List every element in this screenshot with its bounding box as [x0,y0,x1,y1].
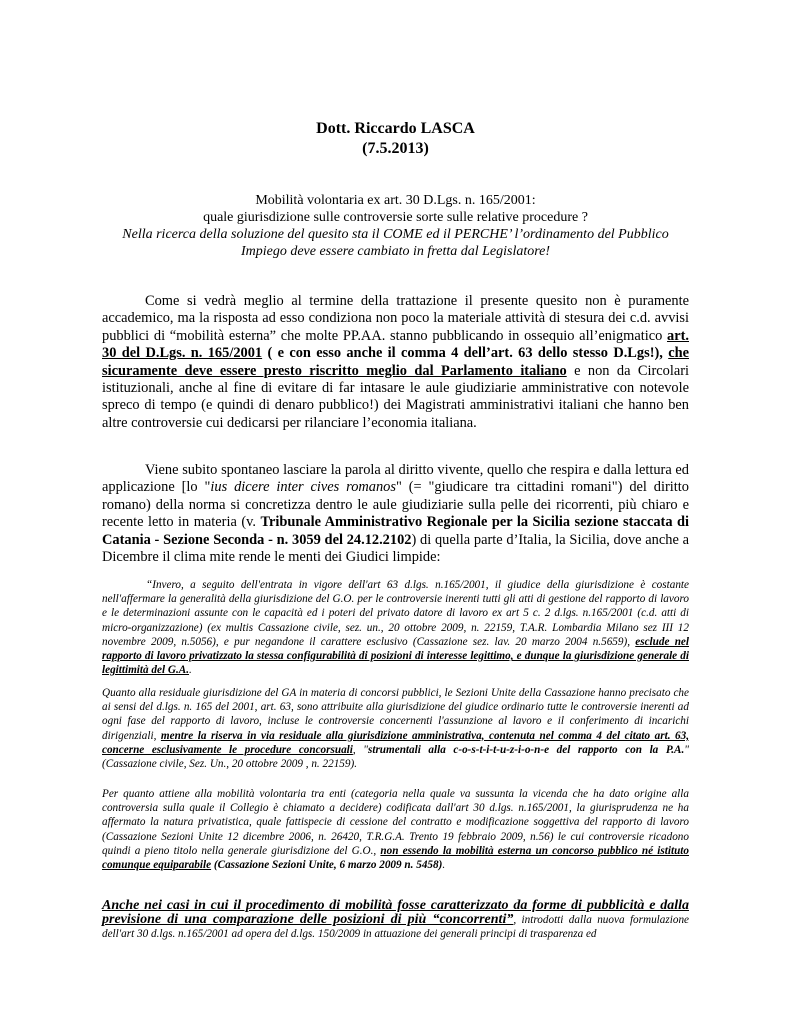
para2-text-1: Viene subito spontaneo lasciare la parola al diritto vivente, quello che respira e dalla lettura ed applicazione [lo " [102,462,689,496]
para1-parliament-note: che sicuramente deve essere presto riscritto meglio dal Parlamento italiano [102,345,690,379]
quote1-emphasis: esclude nel rapporto di lavoro privatizzato la stessa configurabilità di posizioni di interesse legittimo, e dunque la giurisdizione generale di legittimità del G.A. [102,635,689,677]
subject-line-1: Mobilità volontaria ex art. 30 D.Lgs. n. 165/2001: [255,193,536,208]
para2-text-2: " (= "giudicare tra cittadini romani") del diritto romano) della norma si concretizza dentro le aule giudiziarie sulla pelle dei ricorrenti, più chiaro e recente letto in materia (v. [102,479,689,531]
quote2-citation: " (Cassazione civile, Sez. Un., 20 ottobre 2009 , n. 22159). [102,743,689,771]
para2-court-reference: Tribunale Amministrativo Regionale per la Sicilia sezione staccata di Catania - Sezione Seconda - n. 3059 del 24.12.2102 [102,514,689,548]
subject-line-2: quale giurisdizione sulle controversie sorte sulle relative procedure ? [203,210,588,225]
quote2-emphasis: mentre la riserva in via residuale alla giurisdizione amministrativa, contenuta nel comma 4 del citato art. 63, concerne esclusivamente le procedure concorsuali [102,729,689,756]
para2-latin-phrase: ius dicere inter cives romanos [210,479,396,496]
quote2-text-2: , " [352,743,368,756]
paragraph-1 [102,293,689,432]
quote1-text: “Invero, a seguito dell'entrata in vigore dell'art 63 d.lgs. n.165/2001, il giudice della giurisdizione è costante nell'affermare la generalità della giurisdizione del G.O. per le controversie inerenti tutti gli atti di gestione del rapporto di lavoro e le determinazioni assunte con le capacità ed i poteri del privato datore di lavoro ex art 5 c. 2 d.lgs. n.165/2001 (c.d. atti di micro-organizzazione) (ex multis Cassazione civile, sez. un., 20 ottobre 2009, n. 22159, T.A.R. Lombardia Milano sez III 12 novembre 2009, n.5056), e pur negandone il carattere esclusivo (Cassazione sez. lav. 20 marzo 2004 n.5659), [102,579,689,648]
quote3-end: . [442,859,446,872]
quote2-bold: strumentali alla c-o-s-t-i-t-u-z-i-o-n-e del rapporto con la P.A. [367,743,685,756]
quote3-emphasis: non essendo la mobilità esterna un concorso pubblico né istituto comunque equiparabile [102,844,689,872]
para1-text-2: e non da Circolari istituzionali, anche al fine di evitare di far intasare le aule giudiziarie amministrative con notevole spreco di tempo (e quindi di denaro pubblico!) dei Magistrati amministrativi italiani che hanno ben altre controversie cui dedicarsi per rilanciare l’economia italiana. [102,362,689,431]
quote1-end: . [189,664,192,677]
subject-heading [100,192,691,260]
quote3-text: Per quanto attiene alla mobilità volontaria tra enti (categoria nella quale va sussunta la vicenda che ha dato origine alla controversia sulla quale il Collegio è chiamato a decidere) codificata dall'art 30 d.lgs. n.165/2001, la giurisprudenza ne ha affermato la natura privatistica, quale fattispecie di cessione del contratto e modificazione soggettiva del rapporto di lavoro (Cassazione Sezioni Unite 12 dicembre 2006, n. 26420, T.R.G.A. Trento 19 febbraio 2009, n.56) le cui controversie ricadono quindi a pieno titolo nella generale giurisdizione del G.O., [102,788,689,857]
quote-2 [102,686,689,771]
quote4-emphasis: Anche nei casi in cui il procedimento di mobilità fosse caratterizzato da forme di pubblicità e dalla previsione di una comparazione delle posizioni di più “concorrenti” [102,898,689,928]
paragraph-2 [102,462,689,566]
para2-text-3: ) di quella parte d’Italia, la Sicilia, dove anche a Dicembre il clima mite rende le menti dei Giudici limpide: [102,531,689,566]
quote-3 [102,787,689,872]
quote4-text: , introdotti dalla nuova formulazione dell'art 30 d.lgs. n.165/2001 ad opera del d.lgs. 150/2009 in attuazione dei generali principi di trasparenza ed [102,914,689,941]
document-date: (7.5.2013) [362,140,429,157]
subject-italic-note: Nella ricerca della soluzione del quesito sta il COME ed il PERCHE’ l’ordinamento del Pubblico Impiego deve essere cambiato in fretta dal Legislatore! [122,227,669,259]
para1-bold-note: ( e con esso anche il comma 4 dell’art. 63 dello stesso D.Lgs!), [262,345,669,362]
para1-law-reference: art. 30 del D.Lgs. n. 165/2001 [102,327,689,362]
author-name: Dott. Riccardo LASCA [316,120,475,137]
quote2-text: Quanto alla residuale giurisdizione del GA in materia di concorsi pubblici, le Sezioni Unite della Cassazione hanno precisato che ai sensi del d.lgs. n. 165 del 2001, art. 63, sono attribuite alla giurisdizione del giudice ordinario tutte le controversie inerenti ad ogni fase del rapporto di lavoro, incluse le controversie concernenti l'assunzione al lavoro e il conferimento di incarichi dirigenziali, [102,687,689,742]
para1-text-1: Come si vedrà meglio al termine della trattazione il presente quesito non è puramente accademico, ma la risposta ad esso condiziona non poco la materiale attività di stesura dei c.d. avvisi pubblici di “mobilità esterna” che molte PP.AA. stanno pubblicando in ossequio all’enigmatico [102,293,689,344]
quote-1 [102,578,689,677]
quote3-citation: (Cassazione Sezioni Unite, 6 marzo 2009 n. 5458) [213,859,443,872]
quote-4 [102,899,689,942]
